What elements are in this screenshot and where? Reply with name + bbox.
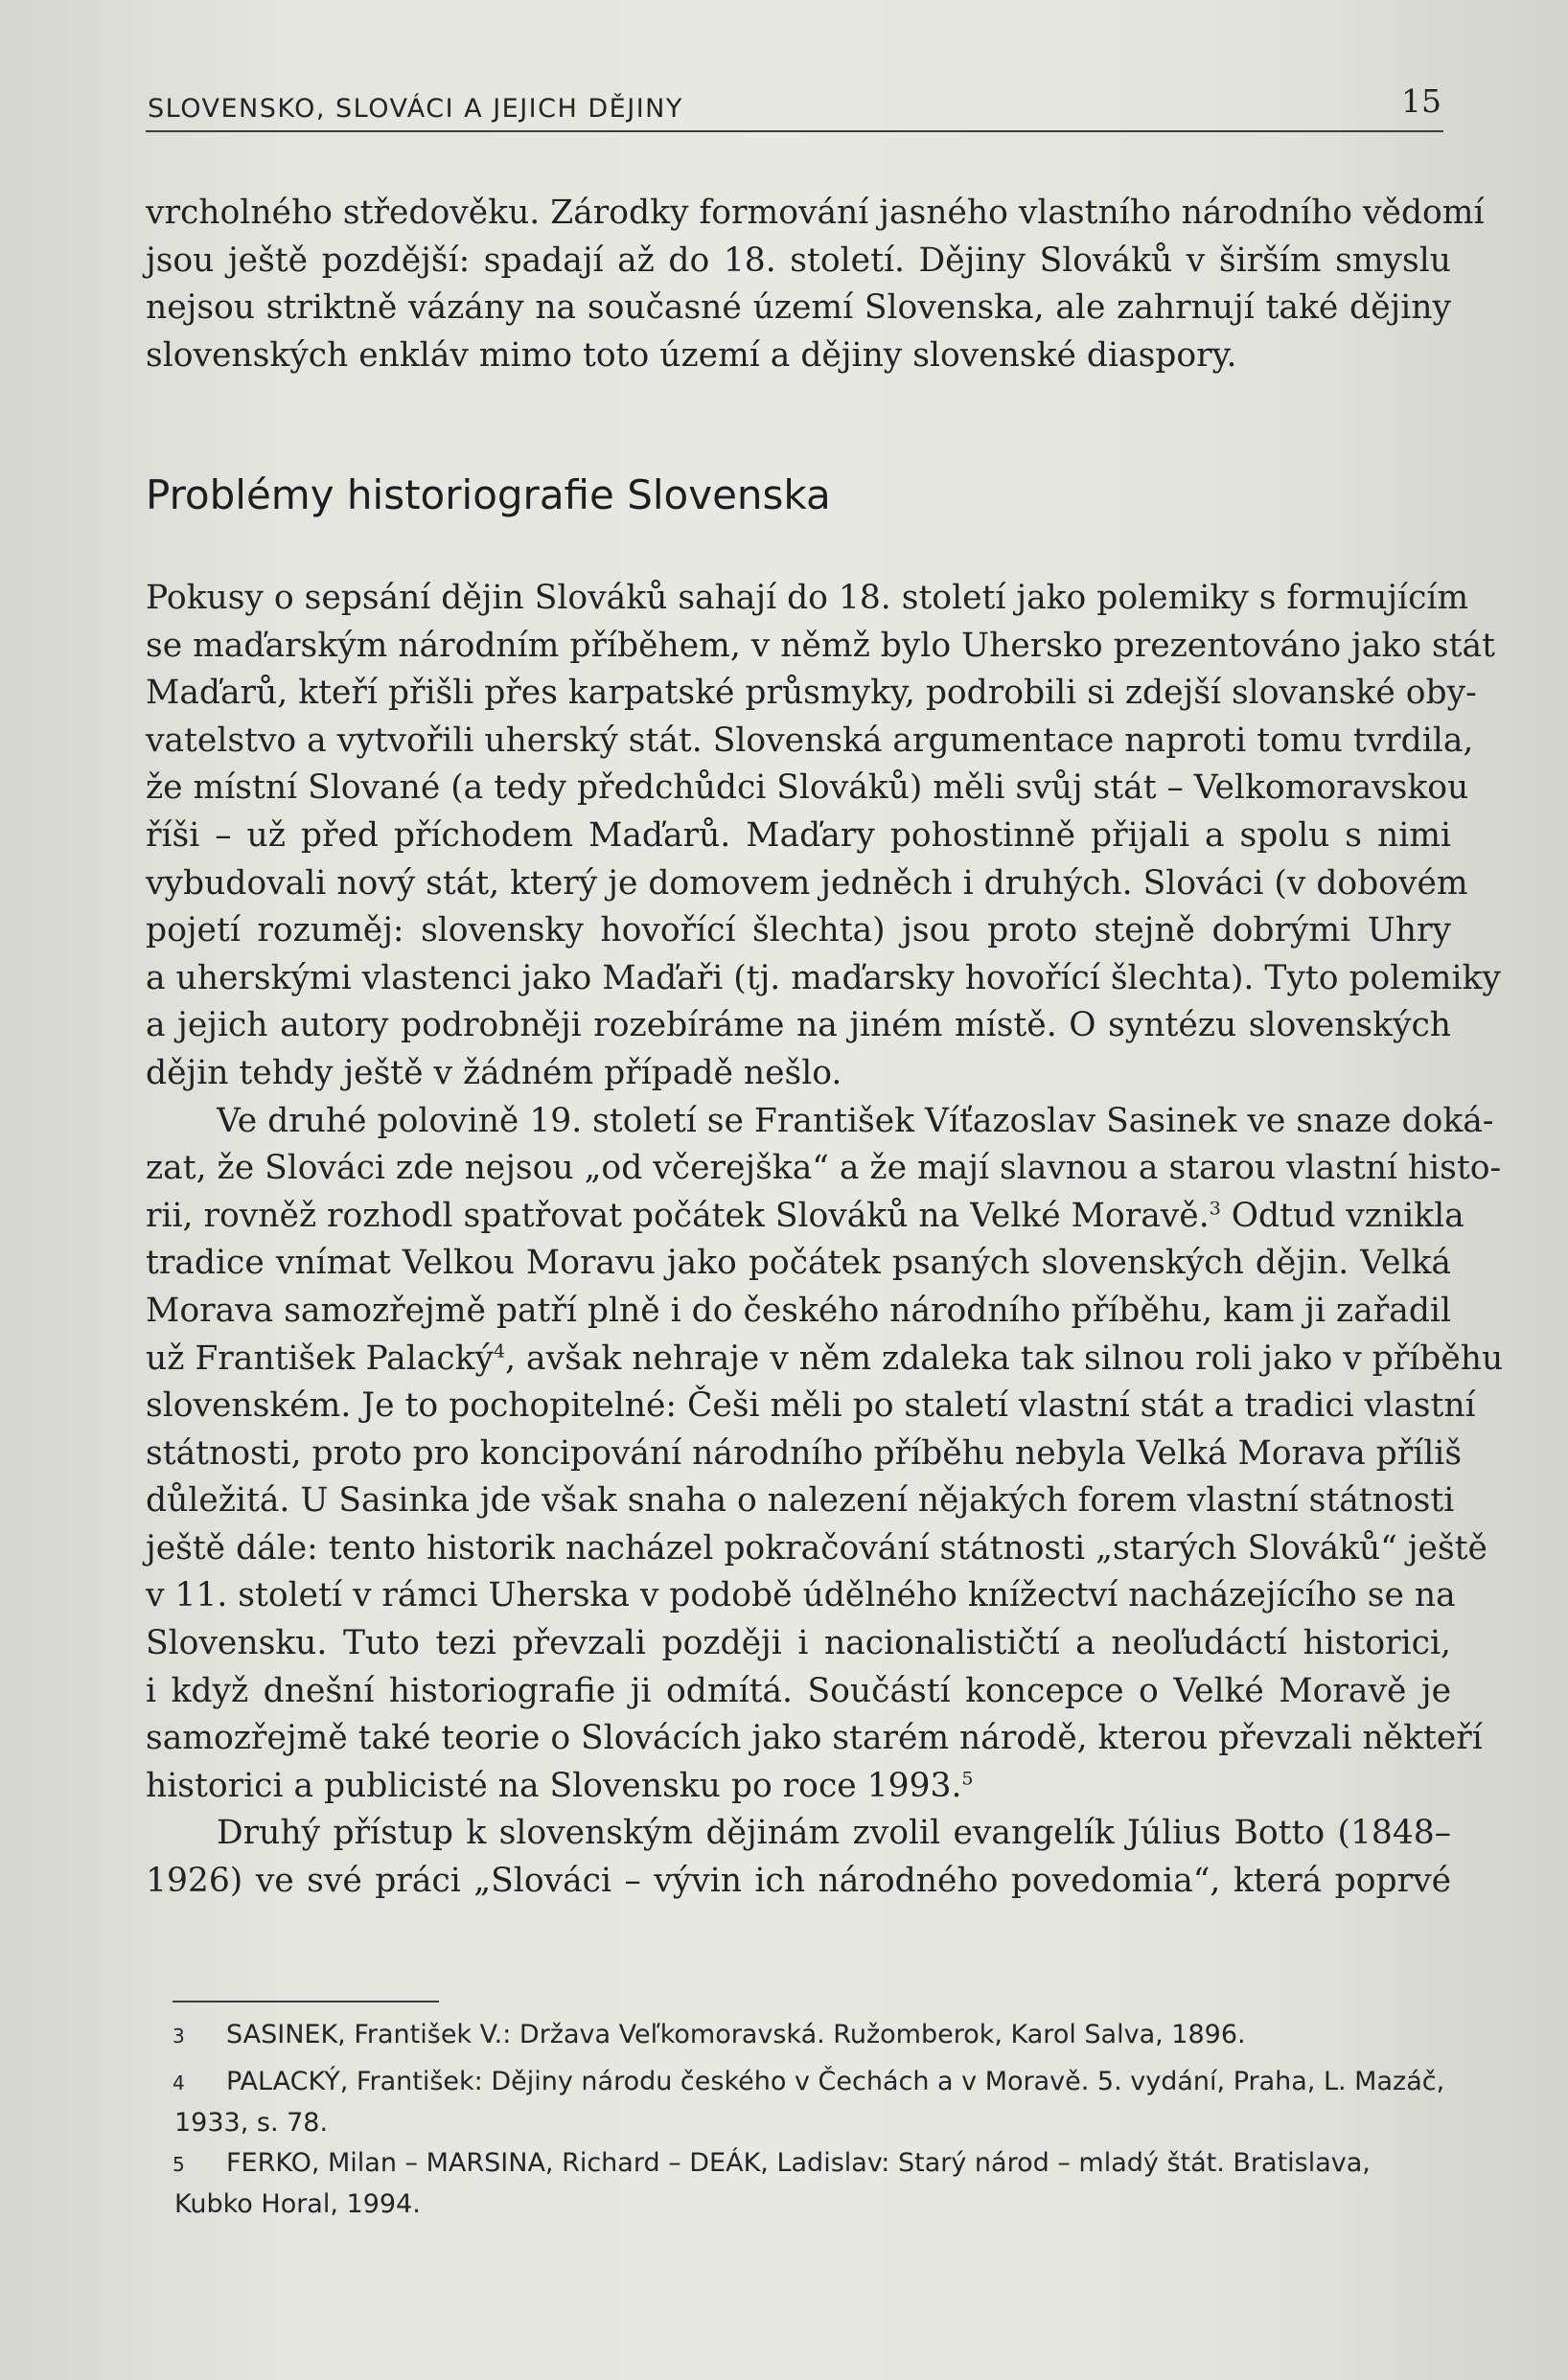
footnote-4: 4 PALACKÝ, František: Dějiny národu českého v Čechách a v Moravě. 5. vydání, Praha, L. Mazáč,	[173, 2067, 1445, 2096]
text-line: v 11. století v rámci Uherska v podobě údělného knížectví nacházejícího se na	[146, 1576, 1456, 1615]
text-line: i když dnešní historiografie ji odmítá. Součástí koncepce o Velké Moravě je	[146, 1671, 1451, 1710]
text-line: už František Palacký$^4$, avšak nehraje v něm zdaleka tak silnou roli jako v příběhu	[146, 1339, 1504, 1378]
text-line: Maďarů, kteří přišli přes karpatské průsmyky, podrobili si zdejší slovanské oby-	[146, 674, 1477, 713]
text-line: historici a publicisté na Slovensku po roce 1993.$^5$	[146, 1766, 974, 1805]
text-line: nejsou striktně vázány na současné území Slovenska, ale zahrnují také dějiny	[146, 288, 1451, 328]
text-line: rii, rovněž rozhodl spatřovat počátek Slováků na Velké Moravě.$^3$ Odtud vznikla	[146, 1196, 1464, 1235]
footnote-4-continuation: 1933, s. 78.	[174, 2108, 329, 2138]
footnote-5-continuation: Kubko Horal, 1994.	[174, 2189, 421, 2219]
footnote-3: 3 SASINEK, František V.: Država Veľkomoravská. Ružomberok, Karol Salva, 1896.	[173, 2020, 1246, 2049]
running-title: SLOVENSKO, SLOVÁCI A JEJICH DĚJINY	[148, 94, 683, 124]
text-line: Morava samozřejmě patří plně i do českého národního příběhu, kam ji zařadil	[146, 1291, 1451, 1330]
body-text	[146, 575, 1504, 1906]
intro-paragraph	[146, 190, 1485, 379]
paragraph-3	[146, 1810, 1451, 1905]
text-line: samozřejmě také teorie o Slovácích jako starém národě, kterou převzali někteří	[146, 1719, 1483, 1758]
footnote-separator	[173, 2001, 439, 2002]
text-line: tradice vnímat Velkou Moravu jako počátek psaných slovenských dějin. Velká	[146, 1244, 1451, 1283]
text-line: říši – už před příchodem Maďarů. Maďary pohostinně přijali a spolu s nimi	[146, 815, 1451, 855]
text-line: ještě dále: tento historik nacházel pokračování státnosti „starých Slováků“ ještě	[146, 1528, 1487, 1568]
text-line: dějin tehdy ještě v žádném případě nešlo.	[146, 1053, 842, 1092]
text-line: 1926) ve své práci „Slováci – vývin ich národného povedomia“, která poprvé	[146, 1862, 1451, 1901]
text-line: slovenském. Je to pochopitelné: Češi měli po staletí vlastní stát a tradici vlastní	[146, 1386, 1476, 1426]
paragraph-1	[146, 575, 1501, 1098]
running-header	[146, 82, 1443, 132]
text-line: jsou ještě pozdější: spadají až do 18. století. Dějiny Slováků v širším smyslu	[146, 240, 1451, 280]
page-number: 15	[1401, 82, 1441, 120]
text-line: a uherskými vlastenci jako Maďaři (tj. maďarsky hovořící šlechta). Tyto polemiky	[146, 958, 1501, 997]
footnote-ref-5: 5	[961, 1768, 974, 1790]
text-line: Slovensku. Tuto tezi převzali později i nacionalističtí a neoľudáctí historici,	[146, 1624, 1451, 1663]
text-line: státnosti, proto pro koncipování národního příběhu nebyla Velká Morava příliš	[146, 1433, 1463, 1473]
text-line: Druhý přístup k slovenským dějinám zvolil evangelík Július Botto (1848–	[217, 1814, 1451, 1853]
section-heading: Problémy historiografie Slovenska	[146, 471, 831, 518]
text-line: se maďarským národním příběhem, v němž bylo Uhersko prezentováno jako stát	[146, 626, 1495, 665]
footnote-ref-4: 4	[494, 1340, 506, 1362]
text-line: vrcholného středověku. Zárodky formování jasného vlastního národního vědomí	[146, 194, 1485, 232]
footnote-ref-3: 3	[1209, 1198, 1221, 1220]
paragraph-2	[146, 1098, 1504, 1811]
text-line: že místní Slované (a tedy předchůdci Slováků) měli svůj stát – Velkomoravskou	[146, 768, 1469, 808]
text-line: a jejich autory podrobněji rozebíráme na jiném místě. O syntézu slovenských	[146, 1006, 1451, 1045]
text-line: Ve druhé polovině 19. století se František Víťazoslav Sasinek ve snaze doká-	[217, 1101, 1494, 1140]
footnotes	[173, 2015, 1472, 2225]
text-line: důležitá. U Sasinka jde však snaha o nalezení nějakých forem vlastní státnosti	[146, 1481, 1455, 1521]
footnote-5: 5 FERKO, Milan – MARSINA, Richard – DEÁK, Ladislav: Starý národ – mladý štát. Bratislava,	[173, 2148, 1371, 2178]
text-line: pojetí rozuměj: slovensky hovořící šlechta) jsou proto stejně dobrými Uhry	[146, 911, 1451, 950]
text-line: vatelstvo a vytvořili uherský stát. Slovenská argumentace naproti tomu tvrdila,	[146, 721, 1474, 760]
text-line: vybudovali nový stát, který je domovem jedněch i druhých. Slováci (v dobovém	[146, 863, 1468, 903]
text-line: slovenských enkláv mimo toto území a dějiny slovenské diaspory.	[146, 335, 1237, 375]
text-line: Pokusy o sepsání dějin Slováků sahají do 18. století jako polemiky s formujícím	[146, 579, 1469, 617]
text-line: zat, že Slováci zde nejsou „od včerejška“ a že mají slavnou a starou vlastní histo-	[146, 1149, 1502, 1188]
